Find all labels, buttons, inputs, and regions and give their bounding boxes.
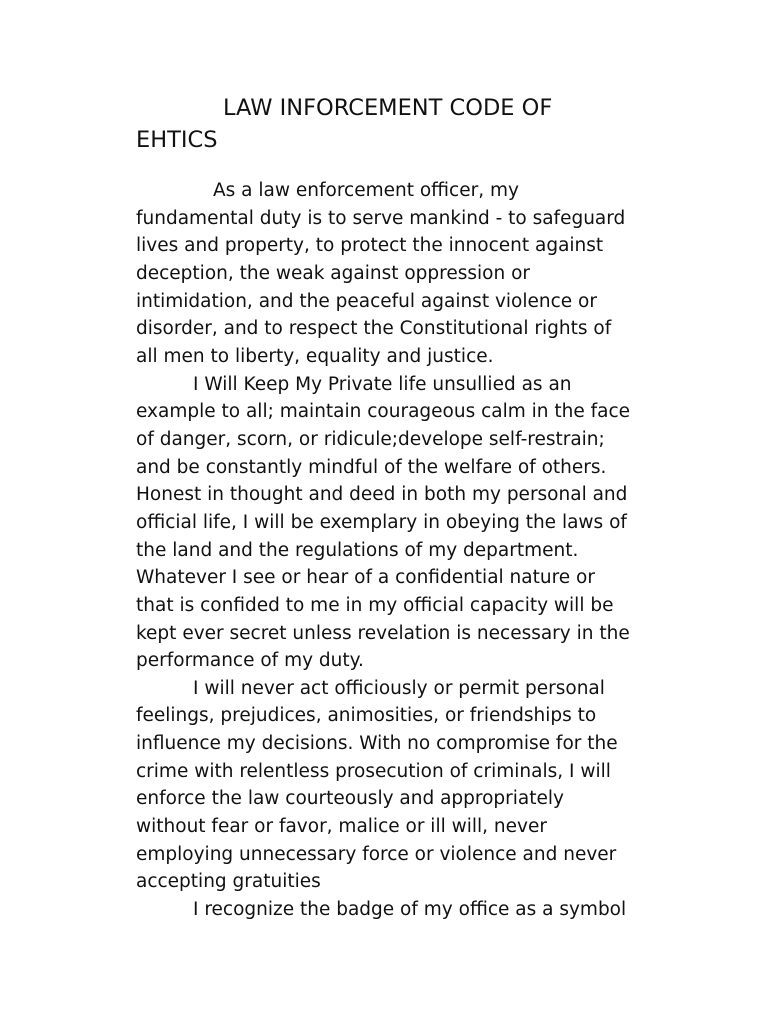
- paragraph-3-line: enforce the law courteously and appropriately: [136, 788, 564, 810]
- paragraph-1-line: fundamental duty is to serve mankind - to safeguard: [136, 207, 626, 229]
- document-title: [136, 92, 676, 156]
- title-line: EHTICS: [136, 127, 218, 153]
- paragraph-2-line: performance of my duty.: [136, 650, 364, 672]
- paragraph-2-line: example to all; maintain courageous calm in the face: [136, 401, 631, 423]
- title-line: LAW INFORCEMENT CODE OF: [223, 95, 553, 121]
- paragraph-1-line: disorder, and to respect the Constitutional rights of: [136, 318, 612, 340]
- paragraph-2-line: I Will Keep My Private life unsullied as an: [193, 373, 572, 395]
- paragraph-1-line: deception, the weak against oppression or: [136, 262, 531, 284]
- paragraph-1-line: all men to liberty, equality and justice.: [136, 345, 494, 367]
- paragraph-2-line: that is confided to me in my official capacity will be: [136, 594, 614, 616]
- paragraph-3-line: I will never act officiously or permit personal: [193, 677, 605, 699]
- paragraph-4-line: I recognize the badge of my office as a symbol: [193, 899, 627, 921]
- paragraph-3-line: feelings, prejudices, animosities, or friendships to: [136, 705, 597, 727]
- paragraph-3-line: crime with relentless prosecution of criminals, I will: [136, 760, 611, 782]
- paragraph-2-line: the land and the regulations of my department.: [136, 539, 579, 561]
- paragraph-2-line: of danger, scorn, or ridicule;develope self-restrain;: [136, 428, 605, 450]
- paragraph-1-line: intimidation, and the peaceful against violence or: [136, 290, 597, 312]
- paragraph-3-line: influence my decisions. With no compromise for the: [136, 733, 618, 755]
- paragraph-3-line: accepting gratuities: [136, 871, 321, 893]
- paragraph-2-line: Honest in thought and deed in both my personal and: [136, 484, 628, 506]
- paragraph-2-line: Whatever I see or hear of a confidential nature or: [136, 567, 595, 589]
- paragraph-3-line: without fear or favor, malice or ill will, never: [136, 816, 547, 838]
- paragraph-2-line: official life, I will be exemplary in obeying the laws of: [136, 511, 627, 533]
- paragraph-2-line: and be constantly mindful of the welfare of others.: [136, 456, 607, 478]
- paragraph-1-line: lives and property, to protect the innocent against: [136, 235, 604, 257]
- document-body: [136, 177, 696, 924]
- paragraph-1-line: As a law enforcement officer, my: [213, 180, 519, 201]
- paragraph-2-line: kept ever secret unless revelation is necessary in the: [136, 622, 630, 644]
- paragraph-3-line: employing unnecessary force or violence and never: [136, 843, 617, 865]
